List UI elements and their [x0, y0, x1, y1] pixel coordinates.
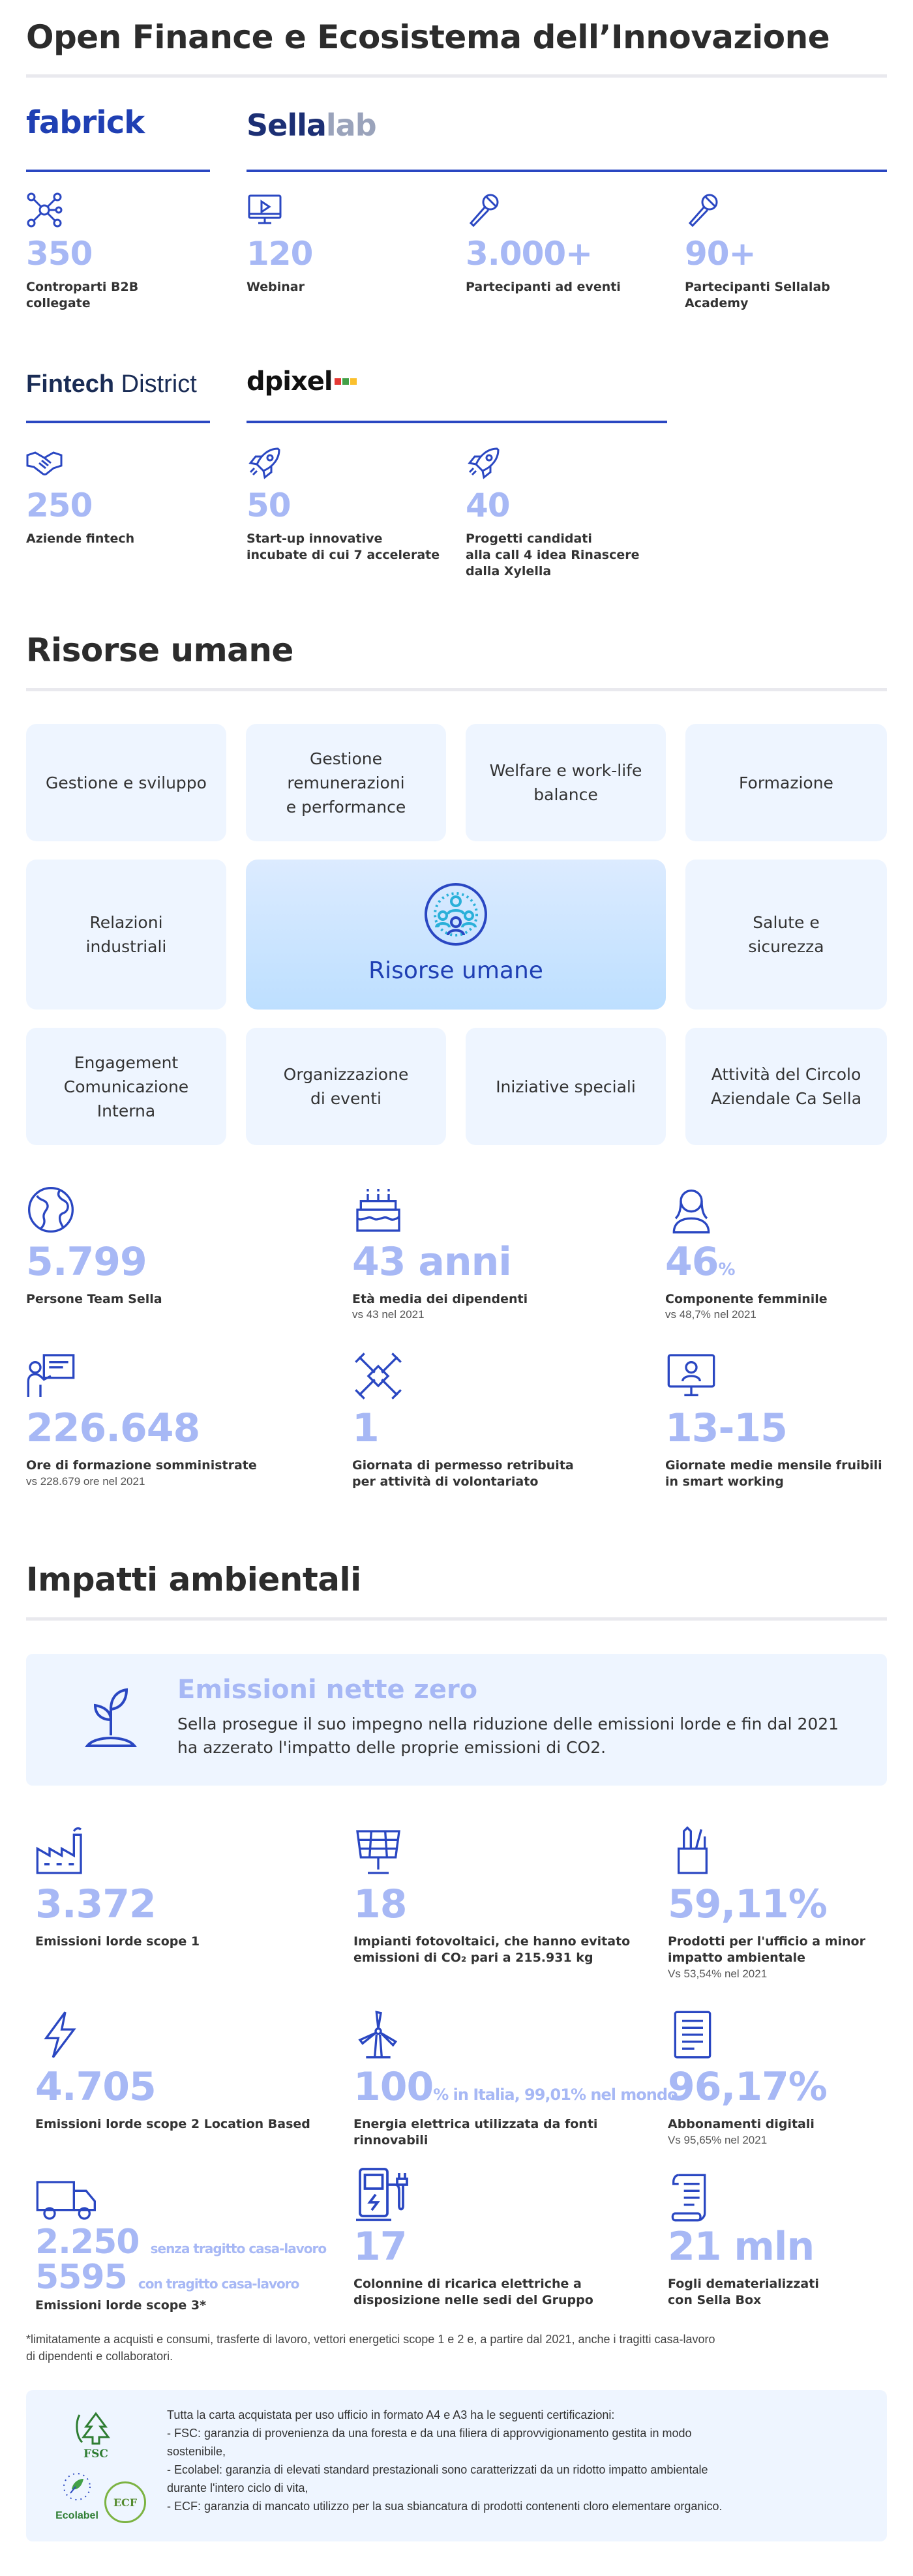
- stat-value: 13-15: [665, 1405, 787, 1451]
- stat-value: 250: [26, 487, 93, 524]
- stat-sub: vs 48,7% nel 2021: [665, 1308, 756, 1321]
- fabrick-logo: fabrick: [26, 104, 145, 141]
- team-icon: [423, 882, 488, 947]
- stat-label: Webinar: [247, 280, 305, 294]
- microphone-icon: [683, 190, 723, 230]
- pencil-cup-icon: [666, 1826, 719, 1878]
- stat-label: Energia elettrica utilizzata da fonti rinnovabili: [353, 2117, 598, 2148]
- hands-puzzle-icon: [352, 1350, 404, 1402]
- network-icon: [25, 190, 64, 230]
- section-title-risorse-umane: Risorse umane: [26, 631, 293, 669]
- charging-station-icon: [352, 2165, 411, 2224]
- section-title-open-finance: Open Finance e Ecosistema dell’Innovazione: [26, 18, 830, 56]
- logo-underline: [26, 170, 210, 172]
- stat-sub: Vs 95,65% nel 2021: [668, 2134, 768, 2146]
- stat-label: Persone Team Sella: [26, 1292, 162, 1306]
- certifications-text: Tutta la carta acquistata per uso ufficio in formato A4 e A3 ha le seguenti certificazioni: - FSC: garanzia di provenienza da una foresta e da una filiera di approvvigionamento gestita in modo sostenibile, - Ecolabel: garanzia di elevati standard prestazionali sono caratterizzati da un ridotto impatto ambientale durante l'intero ciclo di vita, - ECF: garanzia di mancato utilizzo per la sua sbiancatura di prodotti contenenti cloro elementare organico.: [167, 2408, 723, 2513]
- stat-value: 40: [466, 487, 510, 524]
- rocket-icon: [245, 443, 284, 483]
- hr-card: Relazioni industriali: [26, 860, 226, 1010]
- stat-value: 18: [353, 1881, 407, 1927]
- plant-icon: [78, 1683, 143, 1755]
- truck-icon: [34, 2172, 99, 2224]
- teacher-board-icon: [25, 1350, 77, 1402]
- document-icon: [666, 2009, 719, 2061]
- stat-value: 17: [353, 2224, 407, 2269]
- ecolabel-logo: Ecolabel: [53, 2467, 100, 2532]
- stat-value: 59,11%: [668, 1881, 827, 1927]
- stat-label: Colonnine di ricarica elettriche a disposizione nelle sedi del Gruppo: [353, 2277, 593, 2307]
- stat-label: Emissioni lorde scope 3*: [35, 2298, 207, 2313]
- solar-panel-icon: [352, 1826, 404, 1878]
- stat-label: Partecipanti ad eventi: [466, 280, 621, 294]
- stat-sub: Vs 53,54% nel 2021: [668, 1968, 768, 1980]
- stat-value: 21 mln: [668, 2224, 815, 2269]
- hr-card: Engagement Comunicazione Interna: [26, 1028, 226, 1145]
- stat-label: Componente femminile: [665, 1292, 828, 1306]
- stat-value: 226.648: [26, 1405, 200, 1451]
- stat-value: 3.000+: [466, 235, 593, 273]
- hr-card: Formazione: [685, 724, 887, 841]
- sellalab-logo: Sellalab: [247, 108, 376, 143]
- scope3-value-1: 2.250 senza tragitto casa-lavoro: [35, 2223, 327, 2262]
- stat-label: Giornata di permesso retribuita per attività di volontariato: [352, 1458, 574, 1489]
- stat-value: 3.372: [35, 1881, 156, 1927]
- stat-label: Fogli dematerializzati con Sella Box: [668, 2277, 819, 2307]
- woman-icon: [665, 1184, 717, 1236]
- stat-label: Progetti candidati alla call 4 idea Rinascere dalla Xylella: [466, 532, 640, 578]
- stat-label: Aziende fintech: [26, 532, 135, 546]
- lightning-icon: [34, 2009, 86, 2061]
- hr-center-title: Risorse umane: [368, 957, 543, 984]
- fintech-district-logo: Fintech District: [26, 370, 197, 398]
- hr-card: Attività del Circolo Aziendale Ca Sella: [685, 1028, 887, 1145]
- certifications-box: [26, 2390, 887, 2541]
- remote-worker-icon: [665, 1350, 717, 1402]
- emissions-title: Emissioni nette zero: [177, 1675, 478, 1705]
- wind-turbine-icon: [352, 2009, 404, 2061]
- section-title-impatti-ambientali: Impatti ambientali: [26, 1561, 361, 1598]
- globe-icon: [25, 1184, 77, 1236]
- stat-value: 120: [247, 235, 313, 273]
- stat-label: Impianti fotovoltaici, che hanno evitato emissioni di CO₂ pari a 215.931 kg: [353, 1934, 631, 1965]
- stat-label: Emissioni lorde scope 2 Location Based: [35, 2117, 310, 2131]
- stat-sub: vs 43 nel 2021: [352, 1308, 425, 1321]
- stat-value: 90+: [685, 235, 756, 273]
- section-divider: [26, 74, 887, 78]
- stat-value: 100% in Italia, 99,01% nel mondo: [353, 2064, 678, 2110]
- scroll-icon: [666, 2172, 719, 2224]
- stat-value: 96,17%: [668, 2064, 827, 2110]
- ecf-logo: ECF: [104, 2481, 146, 2523]
- hr-card: Iniziative speciali: [466, 1028, 666, 1145]
- section-divider: [26, 688, 887, 691]
- logo-underline: [26, 421, 210, 423]
- hr-card: Welfare e work-life balance: [466, 724, 666, 841]
- factory-icon: [34, 1826, 86, 1878]
- stat-label: Partecipanti Sellalab Academy: [685, 280, 830, 310]
- logo-underline: [247, 170, 887, 172]
- stat-sub: vs 228.679 ore nel 2021: [26, 1475, 145, 1488]
- logo-underline: [247, 421, 667, 423]
- stat-value: 43 anni: [352, 1239, 511, 1285]
- handshake-icon: [25, 443, 64, 483]
- stat-value: 350: [26, 235, 93, 273]
- stat-label: Abbonamenti digitali: [668, 2117, 815, 2131]
- stat-label: Ore di formazione somministrate: [26, 1458, 257, 1473]
- rocket-icon: [464, 443, 503, 483]
- dpixel-logo: dpixel: [247, 365, 357, 398]
- emissions-box: [26, 1654, 887, 1786]
- hr-card: Salute e sicurezza: [685, 860, 887, 1010]
- hr-card: Gestione e sviluppo: [26, 724, 226, 841]
- stat-value: 4.705: [35, 2064, 156, 2110]
- hr-card: Organizzazione di eventi: [246, 1028, 446, 1145]
- stat-value: 5.799: [26, 1239, 147, 1285]
- stat-label: Età media dei dipendenti: [352, 1292, 528, 1306]
- stat-label: Prodotti per l'ufficio a minor impatto ambientale: [668, 1934, 865, 1965]
- emissions-text: Sella prosegue il suo impegno nella riduzione delle emissioni lorde e fin dal 2021 ha azzerato l'impatto delle proprie emissioni di CO2.: [177, 1715, 839, 1757]
- stat-label: Giornate medie mensile fruibili in smart working: [665, 1458, 882, 1489]
- section-divider: [26, 1617, 887, 1621]
- stat-label: Start-up innovative incubate di cui 7 accelerate: [247, 532, 440, 562]
- fsc-logo: FSC: [73, 2410, 119, 2462]
- microphone-icon: [464, 190, 503, 230]
- stat-label: Emissioni lorde scope 1: [35, 1934, 200, 1949]
- scope3-value-2: 5595 con tragitto casa-lavoro: [35, 2258, 299, 2297]
- stat-value: 50: [247, 487, 291, 524]
- cake-icon: [352, 1184, 404, 1236]
- stat-label: Controparti B2B collegate: [26, 280, 139, 310]
- hr-center-card: [246, 860, 666, 1010]
- stat-value: 1: [352, 1405, 379, 1451]
- video-monitor-icon: [245, 190, 284, 230]
- stat-value: 46%: [665, 1239, 735, 1285]
- hr-card: Gestione remunerazioni e performance: [246, 724, 446, 841]
- footnote: *limitatamente a acquisti e consumi, trasferte di lavoro, vettori energetici scope 1 e 2 e, a partire dal 2021, anche i tragitti casa-lavoro di dipendenti e collaboratori.: [26, 2333, 715, 2363]
